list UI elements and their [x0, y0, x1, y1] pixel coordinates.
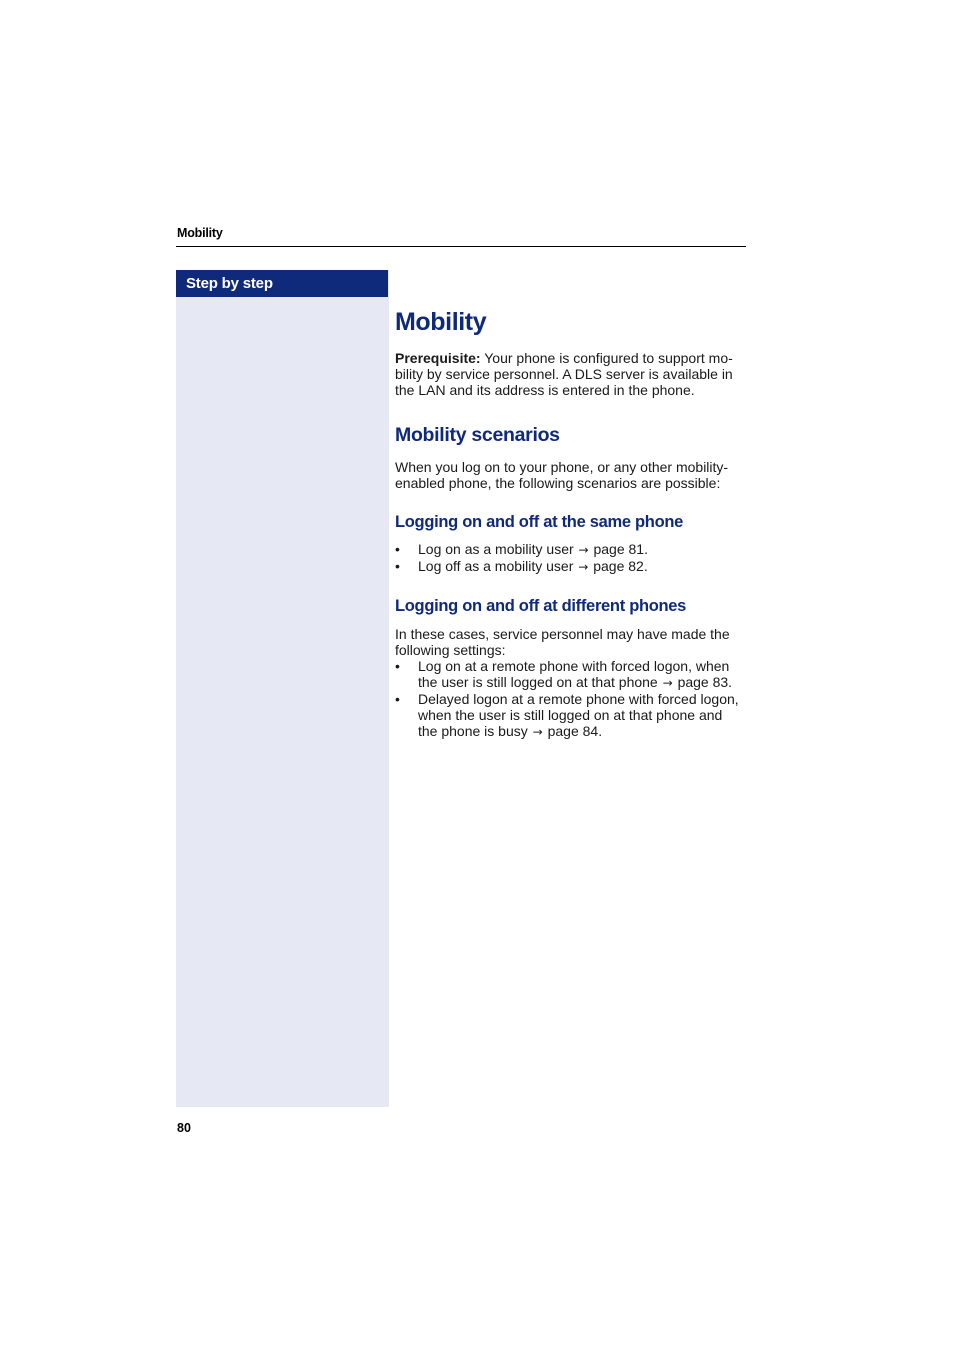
different-phones-intro-line-1: In these cases, service personnel may have made the	[395, 626, 730, 642]
subsection-same-phone-title: Logging on and off at the same phone	[395, 513, 684, 531]
page-reference-link[interactable]: page 82.	[593, 558, 648, 574]
step-by-step-banner: Step by step	[176, 270, 388, 297]
main-content	[395, 300, 747, 740]
page-reference-link[interactable]: page 83.	[677, 674, 733, 690]
page-reference-link[interactable]: page 84.	[547, 723, 603, 739]
prerequisite-label: Prerequisite:	[395, 350, 481, 366]
arrow-right-icon: →	[662, 676, 673, 690]
list-item	[395, 658, 747, 691]
list-item-line-2: when the user is still logged on at that phone and	[418, 707, 723, 723]
list-item-line-1: Delayed logon at a remote phone with forced logon,	[418, 691, 739, 707]
arrow-right-icon: →	[578, 560, 589, 574]
list-item	[395, 541, 747, 558]
list-item-line-2: the user is still logged on at that phone	[418, 674, 658, 690]
prerequisite-text-1: Your phone is configured to support mo-	[484, 350, 733, 366]
running-header: Mobility	[177, 226, 223, 240]
arrow-right-icon: →	[532, 725, 543, 739]
different-phones-list	[395, 658, 747, 740]
section-intro-line-2: enabled phone, the following scenarios are possible:	[395, 475, 721, 491]
bullet: •	[395, 541, 400, 557]
arrow-right-icon: →	[578, 543, 589, 557]
list-item-text: Log off as a mobility user	[418, 558, 574, 574]
list-item-text: Log on as a mobility user	[418, 541, 574, 557]
section-title: Mobility scenarios	[395, 424, 560, 446]
bullet: •	[395, 558, 400, 574]
different-phones-intro	[395, 626, 747, 658]
section-intro	[395, 459, 747, 491]
list-item-line-3: the phone is busy	[418, 723, 528, 739]
page-reference-link[interactable]: page 81.	[593, 541, 648, 557]
bullet: •	[395, 691, 400, 707]
section-intro-line-1: When you log on to your phone, or any other mobility-	[395, 459, 729, 475]
list-item	[395, 558, 747, 575]
prerequisite-paragraph	[395, 350, 747, 398]
list-item	[395, 691, 747, 740]
bullet: •	[395, 658, 400, 674]
step-by-step-column	[176, 270, 389, 1107]
page-number: 80	[177, 1121, 191, 1135]
same-phone-list	[395, 541, 747, 575]
prerequisite-text-3: the LAN and its address is entered in the phone.	[395, 382, 695, 398]
subsection-different-phones-title: Logging on and off at different phones	[395, 597, 687, 615]
list-item-line-1: Log on at a remote phone with forced logon, when	[418, 658, 730, 674]
prerequisite-text-2: bility by service personnel. A DLS server is available in	[395, 366, 733, 382]
page-title: Mobility	[395, 308, 487, 336]
different-phones-intro-line-2: following settings:	[395, 642, 506, 658]
header-rule	[176, 246, 746, 247]
